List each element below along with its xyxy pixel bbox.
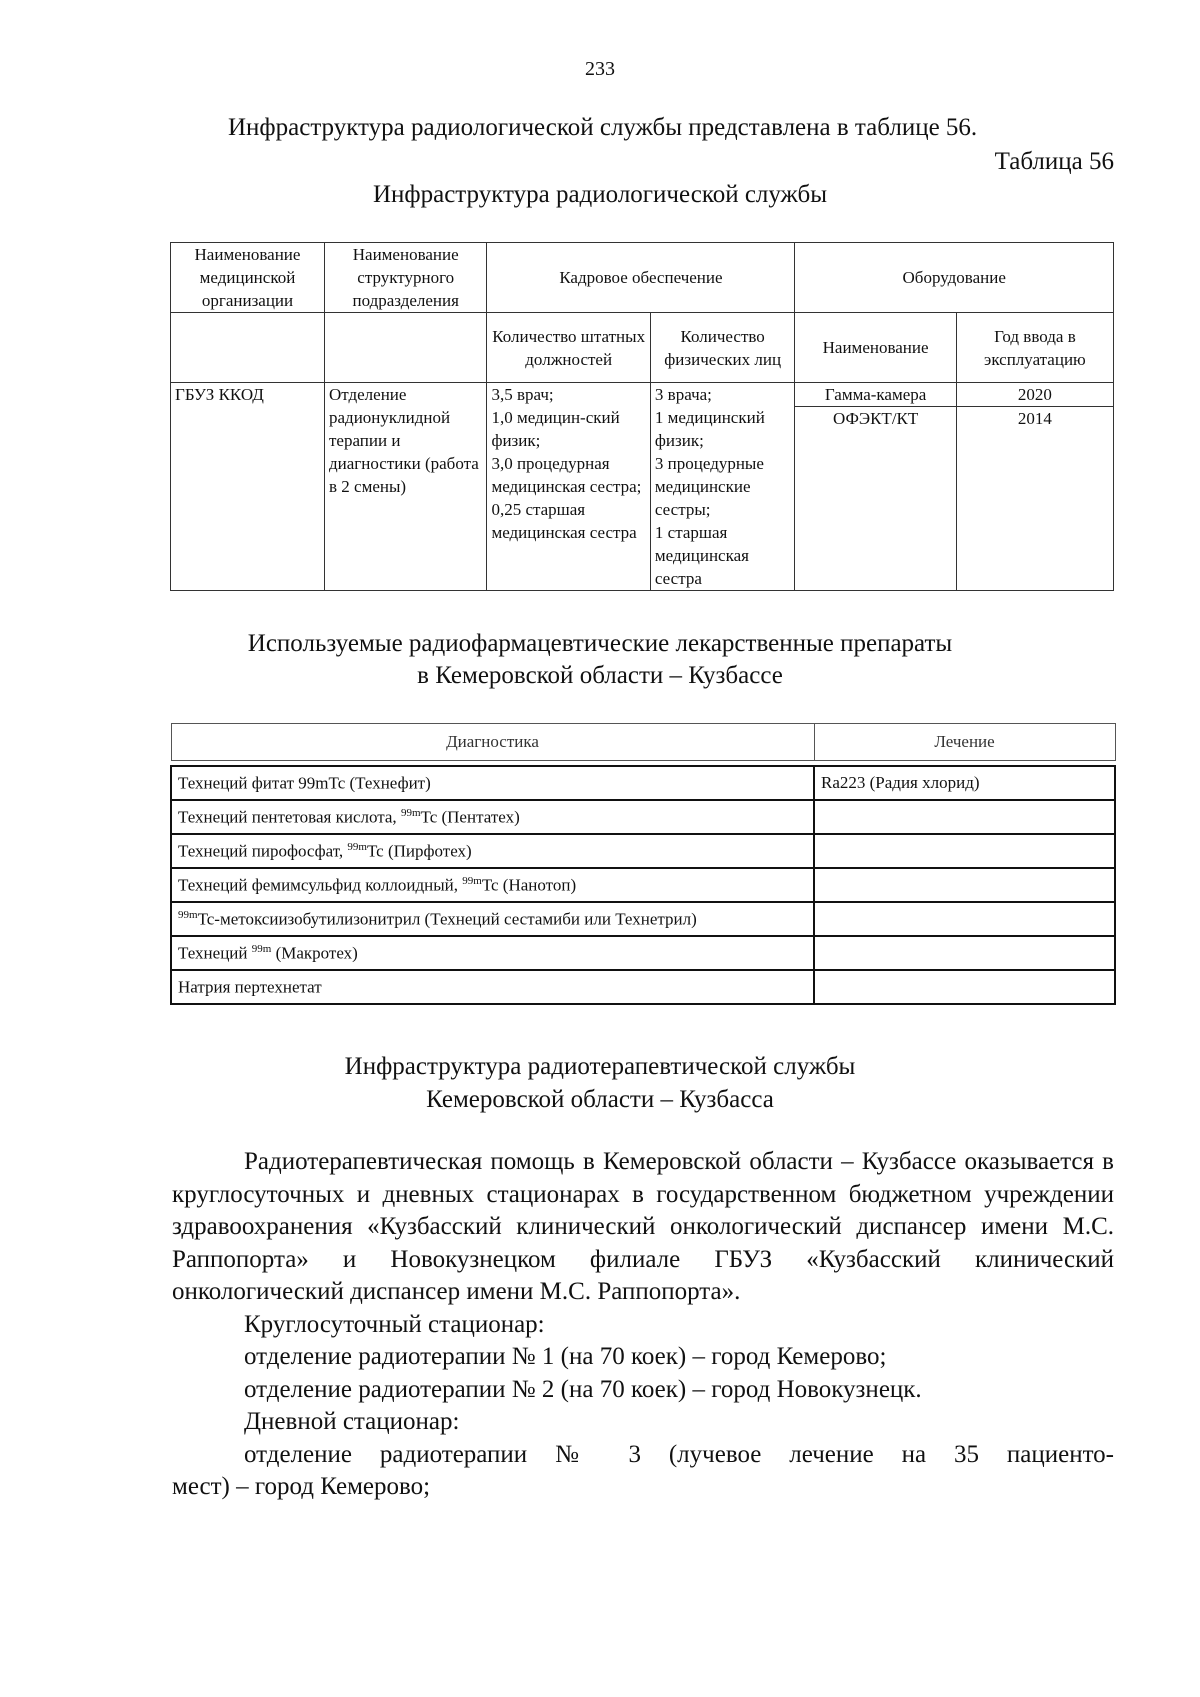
equipment-name: Гамма-камера: [795, 383, 955, 407]
radiopharmaceuticals-table: [170, 723, 1116, 1005]
rfp-section-title: [0, 628, 1200, 692]
intro-sentence: Инфраструктура радиологической службы представлена в таблице 56.: [228, 114, 978, 141]
radiotherapy-body-text: [172, 1146, 1114, 1504]
paragraph: Дневной стационар:: [244, 1408, 460, 1435]
paragraph: отделение радиотерапии № 3 (лучевое лечение на 35 пациенто-: [244, 1440, 1114, 1468]
table-row: [171, 834, 1115, 868]
paragraph: отделение радиотерапии № 1 (на 70 коек) – город Кемерово;: [244, 1343, 887, 1370]
radiology-infrastructure-table: [170, 242, 1114, 591]
rt-title-line: Кемеровской области – Кузбасса: [426, 1086, 774, 1113]
table-row: [171, 766, 1115, 800]
persons-line: 1 медицинский физик;: [654, 408, 765, 450]
positions-line: 3,5 врач;: [491, 385, 554, 404]
treatment-drug: [814, 902, 1115, 936]
diagnostic-drug: Технеций фемимсульфид коллоидный, $^{99m}$Tc (Нанотоп): [171, 868, 814, 902]
header-staff: Кадровое обеспечение: [487, 243, 795, 313]
radiotherapy-section-title: [0, 1050, 1200, 1116]
equipment-name-cell: [795, 383, 956, 591]
header-treatment: Лечение: [814, 724, 1115, 761]
treatment-drug: [814, 936, 1115, 970]
table-row: [171, 936, 1115, 970]
equipment-year-cell: [956, 383, 1113, 591]
positions-cell: [487, 383, 650, 591]
diagnostic-drug: Технеций пирофосфат, $^{99m}$Tc (Пирфотех): [171, 834, 814, 868]
treatment-drug: [814, 868, 1115, 902]
rfp-title-line: в Кемеровской области – Кузбассе: [417, 662, 783, 689]
empty-cell: [325, 313, 487, 383]
persons-line: 3 процедурные медицинские сестры;: [654, 454, 764, 519]
page-number: 233: [585, 58, 615, 80]
diagnostic-drug: Технеций фитат 99mTc (Технефит): [171, 766, 814, 800]
positions-line: 0,25 старшая медицинская сестра: [491, 500, 637, 542]
paragraph: Радиотерапевтическая помощь в Кемеровской области – Кузбассе оказывается в круглосуточных и дневных стационарах в государственном бюджетном учреждении здравоохранения «Кузбасский клинический онкологический диспансер имени М.С. Раппопорта» и Новокузнецком филиале ГБУЗ «Кузбасский клинический онкологический диспансер имени М.С. Раппопорта».: [172, 1148, 1114, 1305]
header-equipment-year: Год ввода в эксплуатацию: [956, 313, 1113, 383]
treatment-drug: [814, 834, 1115, 868]
treatment-drug: Ra223 (Радия хлорид): [814, 766, 1115, 800]
table-row: [171, 800, 1115, 834]
persons-line: 3 врача;: [654, 385, 712, 404]
paragraph: отделение радиотерапии № 2 (на 70 коек) – город Новокузнецк.: [244, 1375, 922, 1403]
paragraph: Круглосуточный стационар:: [244, 1310, 545, 1338]
treatment-drug: [814, 800, 1115, 834]
header-equipment: Оборудование: [795, 243, 1114, 313]
treatment-drug: [814, 970, 1115, 1004]
header-org: Наименование медицинской организации: [171, 243, 325, 313]
header-unit: Наименование структурного подразделения: [325, 243, 487, 313]
unit-cell: Отделение радионуклидной терапии и диагностики (работа в 2 смены): [325, 383, 487, 591]
rfp-title-line: Используемые радиофармацевтические лекарственные препараты: [247, 630, 953, 657]
header-equipment-name: Наименование: [795, 313, 956, 383]
equipment-year: 2014: [1017, 409, 1052, 428]
rt-title-line: Инфраструктура радиотерапевтической службы: [344, 1053, 856, 1080]
positions-line: 1,0 медицин-ский физик;: [491, 408, 620, 450]
table-title: Инфраструктура радиологической службы: [372, 181, 828, 208]
diagnostic-drug: $^{99m}$Tc-метоксиизобутилизонитрил (Технеций сестамиби или Технетрил): [171, 902, 814, 936]
diagnostic-drug: Технеций $^{99m}$ (Макротех): [171, 936, 814, 970]
header-staff-persons: Количество физических лиц: [650, 313, 795, 383]
table-row: [171, 970, 1115, 1004]
equipment-name: ОФЭКТ/КТ: [832, 409, 919, 428]
header-diagnostics: Диагностика: [171, 724, 814, 761]
diagnostic-drug: Натрия пертехнетат: [171, 970, 814, 1004]
positions-line: 3,0 процедурная медицинская сестра;: [491, 454, 642, 496]
org-cell: ГБУЗ ККОД: [171, 383, 325, 591]
diagnostic-drug: Технеций пентетовая кислота, $^{99m}$Tc (Пентатех): [171, 800, 814, 834]
persons-cell: [650, 383, 795, 591]
paragraph: мест) – город Кемерово;: [172, 1473, 431, 1500]
table-row: [171, 868, 1115, 902]
equipment-year: 2020: [957, 383, 1113, 407]
table-row: [171, 902, 1115, 936]
persons-line: 1 старшая медицинская сестра: [654, 523, 749, 588]
header-staff-positions: Количество штатных должностей: [487, 313, 650, 383]
empty-cell: [171, 313, 325, 383]
table-caption: Таблица 56: [994, 148, 1114, 175]
